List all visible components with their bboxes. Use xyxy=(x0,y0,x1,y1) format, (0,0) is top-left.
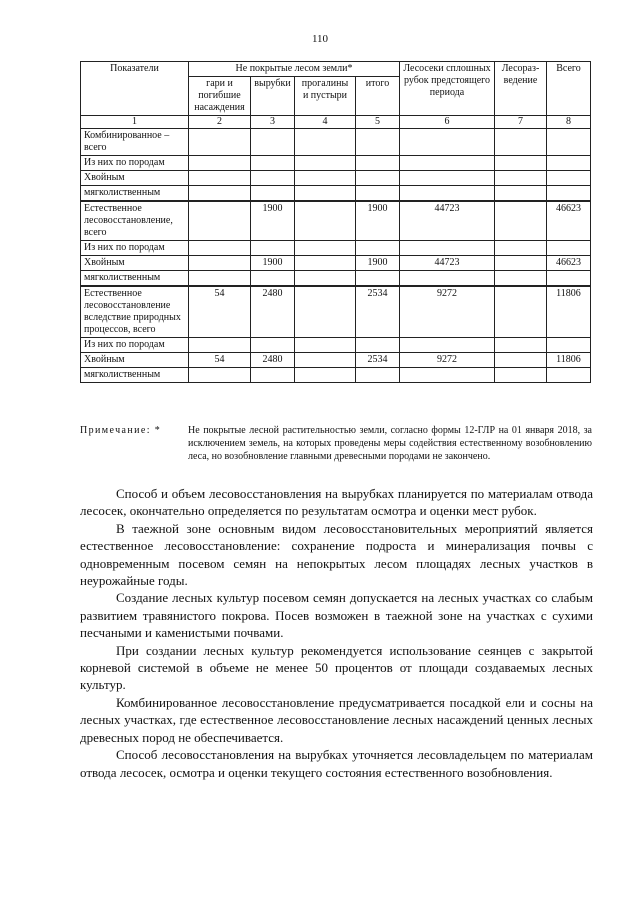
header-clearcuts: Лесосеки сплошных рубок предстоящего периода xyxy=(400,62,495,116)
table-cell xyxy=(189,156,251,171)
table-cell xyxy=(495,186,547,202)
table-cell: 46623 xyxy=(547,256,591,271)
table-cell xyxy=(295,368,356,383)
table-cell xyxy=(189,368,251,383)
table-cell xyxy=(400,186,495,202)
table-cell xyxy=(189,171,251,186)
column-number: 1 xyxy=(81,116,189,129)
table-cell xyxy=(189,338,251,353)
column-number: 8 xyxy=(547,116,591,129)
table-cell xyxy=(547,156,591,171)
table-cell xyxy=(495,241,547,256)
table-cell xyxy=(251,186,295,202)
row-label: Хвойным xyxy=(81,171,189,186)
paragraph: Создание лесных культур посевом семян допускается на лесных участках со слабым развитием травянистого покрова. Посев возможен в таежной зоне на участках с сухими песчаными и каменистыми почвами. xyxy=(80,590,593,641)
table-cell: 1900 xyxy=(251,201,295,241)
table-cell xyxy=(495,171,547,186)
header-indicators: Показатели xyxy=(81,62,189,116)
column-number: 2 xyxy=(189,116,251,129)
table-cell xyxy=(295,256,356,271)
table-row xyxy=(81,338,591,353)
table-cell: 9272 xyxy=(400,286,495,338)
table-cell: 44723 xyxy=(400,256,495,271)
note-text: Не покрытые лесной растительностью земли, согласно формы 12-ГЛР на 01 января 2018, за исключением земель, на которых проведены меры содействия естественному возобновлению леса, но возобновление главными древесными породами не закончено. xyxy=(188,425,592,462)
table-cell xyxy=(251,271,295,287)
table-cell: 1900 xyxy=(251,256,295,271)
table-cell xyxy=(495,286,547,338)
table-cell xyxy=(400,338,495,353)
table-cell xyxy=(495,368,547,383)
table-cell: 11806 xyxy=(547,353,591,368)
paragraph: Способ лесовосстановления на вырубках уточняется лесовладельцем по материалам отвода лесосек, осмотра и оценки текущего состояния естественного возобновления. xyxy=(80,747,593,780)
paragraph: Способ и объем лесовосстановления на вырубках планируется по материалам отвода лесосек, окончательно определяется по результатам осмотра и оценки мест рубок. xyxy=(80,486,593,519)
table-cell xyxy=(495,271,547,287)
table-cell: 54 xyxy=(189,353,251,368)
table-row xyxy=(81,368,591,383)
table-body xyxy=(81,116,591,383)
table-cell: 9272 xyxy=(400,353,495,368)
table-cell xyxy=(251,129,295,156)
header-burnt-areas: гари и погибшие насаждения xyxy=(189,77,251,116)
table-cell xyxy=(295,186,356,202)
row-label: Из них по породам xyxy=(81,338,189,353)
header-cutovers: вырубки xyxy=(251,77,295,116)
table-cell xyxy=(295,353,356,368)
table-cell xyxy=(356,186,400,202)
table-cell xyxy=(295,271,356,287)
column-numbers-row xyxy=(81,116,591,129)
table-cell xyxy=(356,271,400,287)
column-number: 7 xyxy=(495,116,547,129)
table-cell xyxy=(251,171,295,186)
table-cell xyxy=(295,241,356,256)
row-label: мягколиственным xyxy=(81,271,189,287)
table-cell xyxy=(189,256,251,271)
table-row xyxy=(81,256,591,271)
header-glades: прогалины и пустыри xyxy=(295,77,356,116)
table-cell xyxy=(295,156,356,171)
table-cell xyxy=(295,286,356,338)
table-row xyxy=(81,353,591,368)
paragraph: В таежной зоне основным видом лесовосстановительных мероприятий является естественное лесовосстановление: сохранение подроста и минерализация почвы с одновременным посевом семян на непокрытых лесом площадях лесных участков в неурожайные годы. xyxy=(80,520,593,589)
table-row xyxy=(81,241,591,256)
table-cell: 46623 xyxy=(547,201,591,241)
column-number: 6 xyxy=(400,116,495,129)
table-cell xyxy=(495,156,547,171)
row-label: Хвойным xyxy=(81,353,189,368)
table-row xyxy=(81,286,591,338)
table-cell: 54 xyxy=(189,286,251,338)
table-cell xyxy=(495,256,547,271)
table-cell xyxy=(251,368,295,383)
table-cell xyxy=(295,171,356,186)
table-cell xyxy=(495,129,547,156)
table-row xyxy=(81,186,591,202)
table-cell xyxy=(400,171,495,186)
column-number: 3 xyxy=(251,116,295,129)
table-cell xyxy=(251,241,295,256)
table-cell xyxy=(495,201,547,241)
table-row xyxy=(81,201,591,241)
table-cell xyxy=(495,338,547,353)
paragraph: Комбинированное лесовосстановление предусматривается посадкой ели и сосны на лесных участках, где естественное лесовосстановление лесных насаждений ценных лесных древесных пород не обеспечивается. xyxy=(80,694,593,745)
table-cell xyxy=(189,186,251,202)
row-label: мягколиственным xyxy=(81,186,189,202)
table-cell: 1900 xyxy=(356,201,400,241)
table-cell: 44723 xyxy=(400,201,495,241)
paragraph: При создании лесных культур рекомендуется использование сеянцев с закрытой корневой системой в объеме не менее 50 процентов от площади создаваемых лесных культур. xyxy=(80,642,593,693)
table-cell xyxy=(356,156,400,171)
column-number: 5 xyxy=(356,116,400,129)
table-cell: 2534 xyxy=(356,286,400,338)
table-row xyxy=(81,156,591,171)
table-cell xyxy=(495,353,547,368)
table-cell xyxy=(400,368,495,383)
table-cell xyxy=(547,171,591,186)
table-cell xyxy=(295,338,356,353)
table-cell xyxy=(189,241,251,256)
table-cell xyxy=(189,129,251,156)
table-cell xyxy=(251,156,295,171)
page-number: 110 xyxy=(311,33,329,45)
table-cell xyxy=(400,271,495,287)
table-cell: 11806 xyxy=(547,286,591,338)
table-cell xyxy=(547,368,591,383)
header-uncovered-lands: Не покрытые лесом земли* xyxy=(189,62,400,77)
table-row xyxy=(81,271,591,287)
table-cell xyxy=(400,241,495,256)
table-cell xyxy=(189,271,251,287)
table-cell xyxy=(400,129,495,156)
forest-restoration-table xyxy=(80,61,591,383)
table-cell xyxy=(251,338,295,353)
header-total: Всего xyxy=(547,62,591,116)
column-number: 4 xyxy=(295,116,356,129)
row-label: мягколиственным xyxy=(81,368,189,383)
row-label: Естественное лесовосстановление, всего xyxy=(81,201,189,241)
row-label: Хвойным xyxy=(81,256,189,271)
table-cell xyxy=(295,129,356,156)
row-label: Комбинированное – всего xyxy=(81,129,189,156)
table-cell: 1900 xyxy=(356,256,400,271)
row-label: Из них по породам xyxy=(81,156,189,171)
table-cell xyxy=(295,201,356,241)
table-cell: 2480 xyxy=(251,353,295,368)
table-cell xyxy=(547,241,591,256)
table-cell: 2534 xyxy=(356,353,400,368)
table-row xyxy=(81,129,591,156)
row-label: Естественное лесовосстановление вследствие природных процессов, всего xyxy=(81,286,189,338)
header-subtotal: итого xyxy=(356,77,400,116)
note-label: Примечание: * xyxy=(80,425,162,436)
table-cell xyxy=(547,186,591,202)
table-cell xyxy=(356,171,400,186)
table-cell: 2480 xyxy=(251,286,295,338)
table-cell xyxy=(547,129,591,156)
table-cell xyxy=(547,338,591,353)
table-cell xyxy=(356,368,400,383)
table-cell xyxy=(400,156,495,171)
table-cell xyxy=(356,338,400,353)
table-cell xyxy=(189,201,251,241)
row-label: Из них по породам xyxy=(81,241,189,256)
table-cell xyxy=(356,129,400,156)
body-text xyxy=(80,485,593,781)
table-cell xyxy=(356,241,400,256)
table-cell xyxy=(547,271,591,287)
table-row xyxy=(81,171,591,186)
header-forest-breeding: Лесораз-ведение xyxy=(495,62,547,116)
